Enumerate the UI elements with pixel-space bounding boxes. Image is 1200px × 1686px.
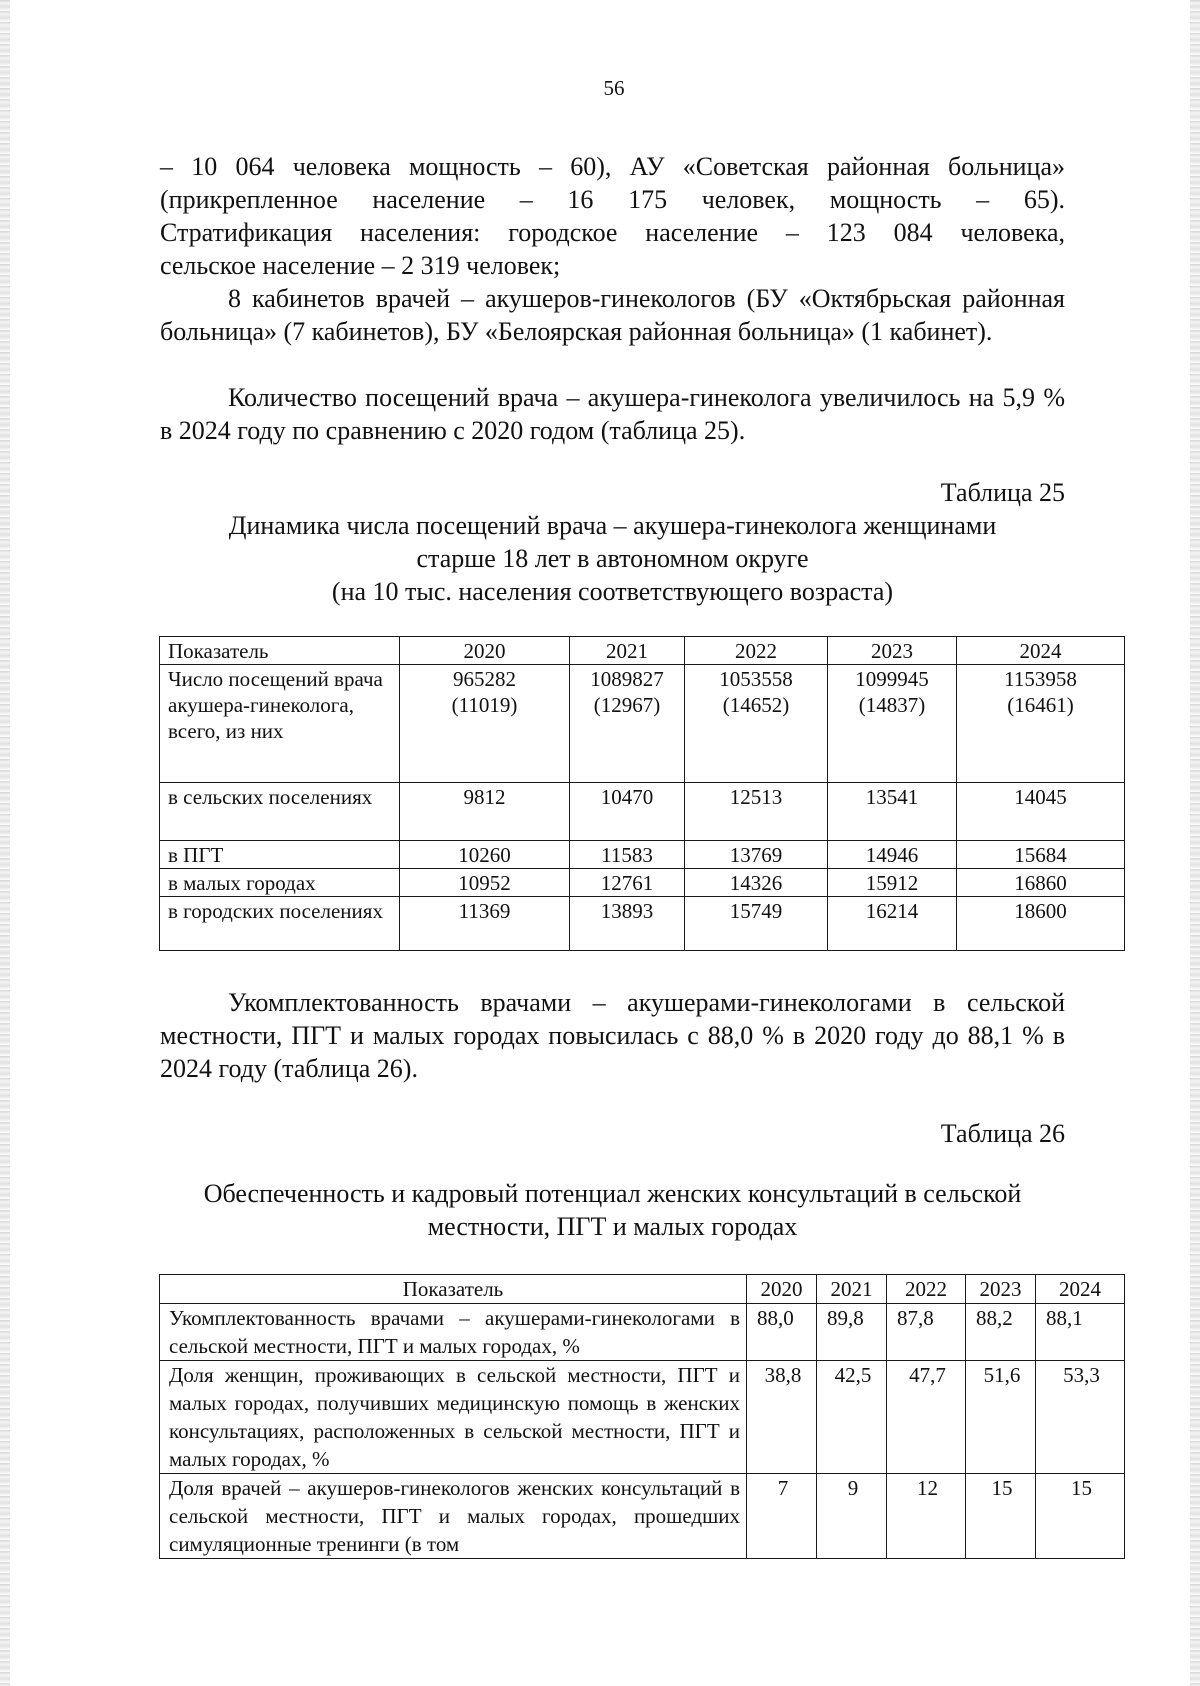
- scan-edge-left: [0, 0, 10, 1686]
- table-25: [159, 636, 1125, 951]
- indicator-cell: Доля женщин, проживающих в сельской местности, ПГТ и малых городах, получивших медицинскую помощь в женских консультациях, расположенных в сельской местности, ПГТ и малых городах, %: [160, 1361, 747, 1474]
- value-total: 1153958: [1004, 667, 1077, 691]
- value-cell: 14045: [957, 783, 1125, 841]
- value-cell: 11369: [400, 897, 570, 951]
- value-cell: 53,3: [1036, 1361, 1125, 1474]
- table-25-caption: [160, 509, 1065, 608]
- value-cell: 88,2: [966, 1304, 1036, 1361]
- value-cell: 87,8: [887, 1304, 966, 1361]
- value-cell: 10260: [400, 841, 570, 869]
- table-row: [160, 869, 1125, 897]
- value-cell: 15684: [957, 841, 1125, 869]
- table-26-label: Таблица 26: [940, 1119, 1065, 1148]
- indicator-cell: Число посещений врача акушера-гинеколога, всего, из них: [160, 665, 400, 783]
- caption-line: Динамика числа посещений врача – акушера-гинеколога женщинами: [228, 511, 997, 540]
- header-cell: 2023: [828, 637, 957, 665]
- header-cell: 2024: [957, 637, 1125, 665]
- value-cell: 88,0: [747, 1304, 817, 1361]
- value-cell: 47,7: [887, 1361, 966, 1474]
- header-cell: 2022: [685, 637, 828, 665]
- value-cell: 18600: [957, 897, 1125, 951]
- table-header-row: [160, 1275, 1125, 1304]
- paragraph-line: Стратификация населения: городское население – 123 084 человека,: [160, 218, 1065, 247]
- table-row: [160, 1474, 1125, 1559]
- value-cell: 11583: [570, 841, 685, 869]
- table-26: [159, 1274, 1125, 1559]
- value-cell: [828, 665, 957, 783]
- table-26-caption: [160, 1177, 1065, 1243]
- value-rate: (14837): [858, 693, 926, 717]
- value-cell: 10952: [400, 869, 570, 897]
- value-total: 1099945: [855, 667, 929, 691]
- value-cell: [400, 665, 570, 783]
- page-number: 56: [603, 76, 625, 100]
- caption-line: Обеспеченность и кадровый потенциал женских консультаций в сельской: [203, 1179, 1022, 1208]
- value-rate: (16461): [1007, 693, 1074, 717]
- value-cell: 88,1: [1036, 1304, 1125, 1361]
- value-cell: 13893: [570, 897, 685, 951]
- indicator-cell: Доля врачей – акушеров-гинекологов женских консультаций в сельской местности, ПГТ и малых городах, прошедших симуляционные тренинги (в том: [160, 1474, 747, 1559]
- paragraph-line: – 10 064 человека мощность – 60), АУ «Советская районная больница»: [160, 152, 1065, 181]
- table-25-label: Таблица 25: [940, 478, 1065, 507]
- value-cell: 15: [1036, 1474, 1125, 1559]
- value-cell: 9812: [400, 783, 570, 841]
- value-cell: 15: [966, 1474, 1036, 1559]
- paragraph-line: сельское население – 2 319 человек;: [160, 251, 561, 280]
- table-row: [160, 841, 1125, 869]
- indicator-cell: в сельских поселениях: [160, 783, 400, 841]
- value-cell: [570, 665, 685, 783]
- caption-line: (на 10 тыс. населения соответствующего возраста): [331, 577, 894, 606]
- value-cell: 14946: [828, 841, 957, 869]
- indicator-cell: Укомплектованность врачами – акушерами-гинекологами в сельской местности, ПГТ и малых городах, %: [160, 1304, 747, 1361]
- header-cell: 2020: [400, 637, 570, 665]
- value-cell: 15749: [685, 897, 828, 951]
- value-cell: 12: [887, 1474, 966, 1559]
- table-row: [160, 897, 1125, 951]
- value-cell: 10470: [570, 783, 685, 841]
- value-rate: (14652): [722, 693, 790, 717]
- value-cell: 51,6: [966, 1361, 1036, 1474]
- value-cell: 89,8: [817, 1304, 887, 1361]
- paragraph-visits: Количество посещений врача – акушера-гинеколога увеличилось на 5,9 % в 2024 году по сравнению с 2020 годом (таблица 25).: [160, 383, 1065, 445]
- value-cell: 15912: [828, 869, 957, 897]
- value-cell: [685, 665, 828, 783]
- value-rate: (11019): [451, 693, 518, 717]
- header-cell: Показатель: [160, 637, 400, 665]
- header-cell: Показатель: [160, 1275, 747, 1304]
- value-cell: 38,8: [747, 1361, 817, 1474]
- value-total: 1053558: [719, 667, 793, 691]
- header-cell: 2024: [1036, 1275, 1125, 1304]
- paragraph-staffing: Укомплектованность врачами – акушерами-гинекологами в сельской местности, ПГТ и малых городах повысилась с 88,0 % в 2020 году до 88,1 % в 2024 году (таблица 26).: [160, 988, 1065, 1083]
- value-rate: (12967): [593, 693, 661, 717]
- value-cell: [957, 665, 1125, 783]
- header-cell: 2023: [966, 1275, 1036, 1304]
- header-cell: 2021: [570, 637, 685, 665]
- indicator-cell: в малых городах: [160, 869, 400, 897]
- caption-line: старше 18 лет в автономном округе: [416, 544, 809, 573]
- value-cell: 13541: [828, 783, 957, 841]
- value-cell: 7: [747, 1474, 817, 1559]
- value-total: 1089827: [590, 667, 664, 691]
- caption-line: местности, ПГТ и малых городах: [427, 1212, 798, 1241]
- table-header-row: [160, 637, 1125, 665]
- paragraph-offices: 8 кабинетов врачей – акушеров-гинекологов (БУ «Октябрьская районная больница» (7 кабинетов), БУ «Белоярская районная больница» (1 кабинет).: [160, 284, 1065, 346]
- indicator-cell: в ПГТ: [160, 841, 400, 869]
- scan-edge-right: [1190, 0, 1200, 1686]
- header-cell: 2021: [817, 1275, 887, 1304]
- value-cell: 12513: [685, 783, 828, 841]
- value-cell: 42,5: [817, 1361, 887, 1474]
- header-cell: 2022: [887, 1275, 966, 1304]
- value-cell: 16214: [828, 897, 957, 951]
- value-cell: 14326: [685, 869, 828, 897]
- value-cell: 16860: [957, 869, 1125, 897]
- header-cell: 2020: [747, 1275, 817, 1304]
- table-row: [160, 783, 1125, 841]
- indicator-cell: в городских поселениях: [160, 897, 400, 951]
- table-row: [160, 665, 1125, 783]
- value-cell: 12761: [570, 869, 685, 897]
- paragraph-continuation: [160, 150, 1065, 282]
- value-cell: 13769: [685, 841, 828, 869]
- table-row: [160, 1304, 1125, 1361]
- value-total: 965282: [453, 667, 516, 691]
- value-cell: 9: [817, 1474, 887, 1559]
- table-row: [160, 1361, 1125, 1474]
- paragraph-line: (прикрепленное население – 16 175 человек, мощность – 65).: [160, 185, 1065, 214]
